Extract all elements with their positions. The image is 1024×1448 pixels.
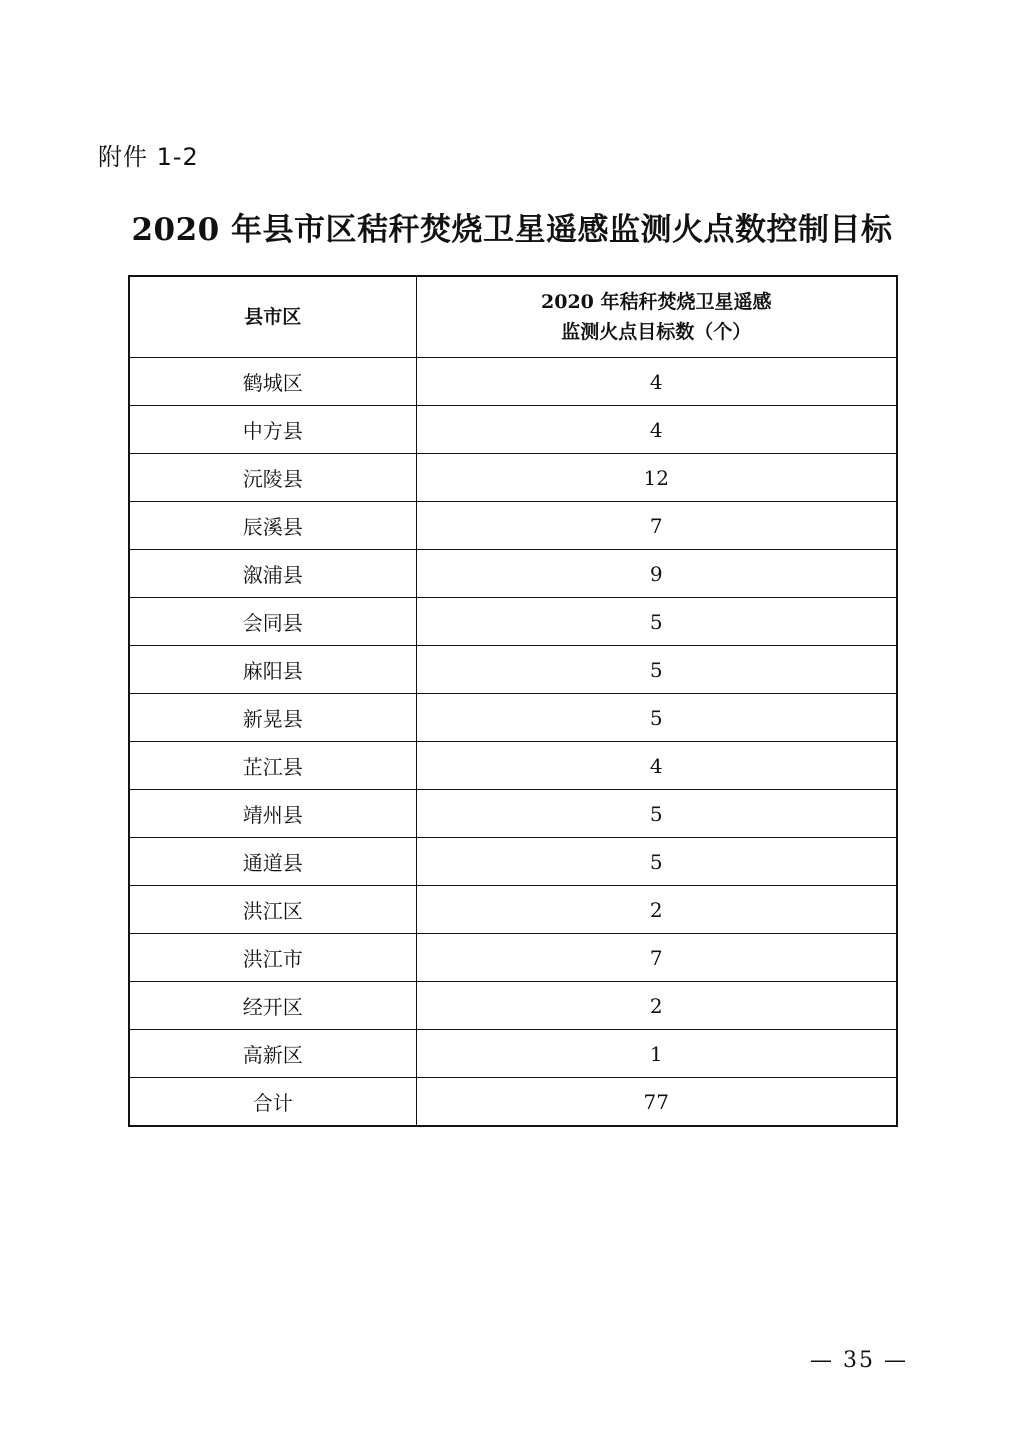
table-row bbox=[129, 934, 897, 982]
table-row bbox=[129, 694, 897, 742]
row-target-value: 4 bbox=[416, 406, 897, 454]
table-row bbox=[129, 454, 897, 502]
data-table bbox=[128, 275, 898, 1127]
document-title: 2020 年县市区秸秆焚烧卫星遥感监测火点数控制目标 bbox=[131, 212, 893, 248]
row-county-name: 通道县 bbox=[129, 838, 416, 886]
table-row bbox=[129, 502, 897, 550]
row-target-value: 5 bbox=[416, 646, 897, 694]
row-target-value: 4 bbox=[416, 358, 897, 406]
table-row bbox=[129, 406, 897, 454]
row-target-value: 5 bbox=[416, 790, 897, 838]
header-target-line2: 监测火点目标数（个） bbox=[561, 321, 752, 343]
row-target-value: 2 bbox=[416, 982, 897, 1030]
table-row bbox=[129, 790, 897, 838]
row-county-name: 沅陵县 bbox=[129, 454, 416, 502]
header-county: 县市区 bbox=[129, 276, 416, 358]
row-target-value: 2 bbox=[416, 886, 897, 934]
attachment-label: 附件 1-2 bbox=[98, 143, 199, 171]
table-row bbox=[129, 358, 897, 406]
row-county-name: 中方县 bbox=[129, 406, 416, 454]
table-total-row bbox=[129, 1078, 897, 1127]
total-label: 合计 bbox=[129, 1078, 416, 1127]
row-county-name: 芷江县 bbox=[129, 742, 416, 790]
row-county-name: 靖州县 bbox=[129, 790, 416, 838]
row-county-name: 经开区 bbox=[129, 982, 416, 1030]
row-target-value: 7 bbox=[416, 502, 897, 550]
row-county-name: 麻阳县 bbox=[129, 646, 416, 694]
row-county-name: 鹤城区 bbox=[129, 358, 416, 406]
table-row bbox=[129, 646, 897, 694]
row-target-value: 7 bbox=[416, 934, 897, 982]
table-row bbox=[129, 838, 897, 886]
table-header-row bbox=[129, 276, 897, 358]
row-target-value: 5 bbox=[416, 598, 897, 646]
table-row bbox=[129, 1030, 897, 1078]
table-row bbox=[129, 550, 897, 598]
row-county-name: 洪江区 bbox=[129, 886, 416, 934]
page-number: — 35 — bbox=[810, 1348, 908, 1373]
row-target-value: 12 bbox=[416, 454, 897, 502]
row-county-name: 洪江市 bbox=[129, 934, 416, 982]
row-target-value: 5 bbox=[416, 838, 897, 886]
header-target-count bbox=[416, 276, 897, 358]
table-row bbox=[129, 598, 897, 646]
row-target-value: 5 bbox=[416, 694, 897, 742]
row-county-name: 辰溪县 bbox=[129, 502, 416, 550]
row-county-name: 会同县 bbox=[129, 598, 416, 646]
row-county-name: 溆浦县 bbox=[129, 550, 416, 598]
row-target-value: 1 bbox=[416, 1030, 897, 1078]
row-county-name: 新晃县 bbox=[129, 694, 416, 742]
table-row bbox=[129, 742, 897, 790]
row-target-value: 4 bbox=[416, 742, 897, 790]
table-row bbox=[129, 982, 897, 1030]
header-target-line1: 2020 年秸秆焚烧卫星遥感 bbox=[541, 291, 772, 313]
target-table bbox=[128, 275, 896, 1127]
row-county-name: 高新区 bbox=[129, 1030, 416, 1078]
table-row bbox=[129, 886, 897, 934]
row-target-value: 9 bbox=[416, 550, 897, 598]
total-value: 77 bbox=[416, 1078, 897, 1127]
